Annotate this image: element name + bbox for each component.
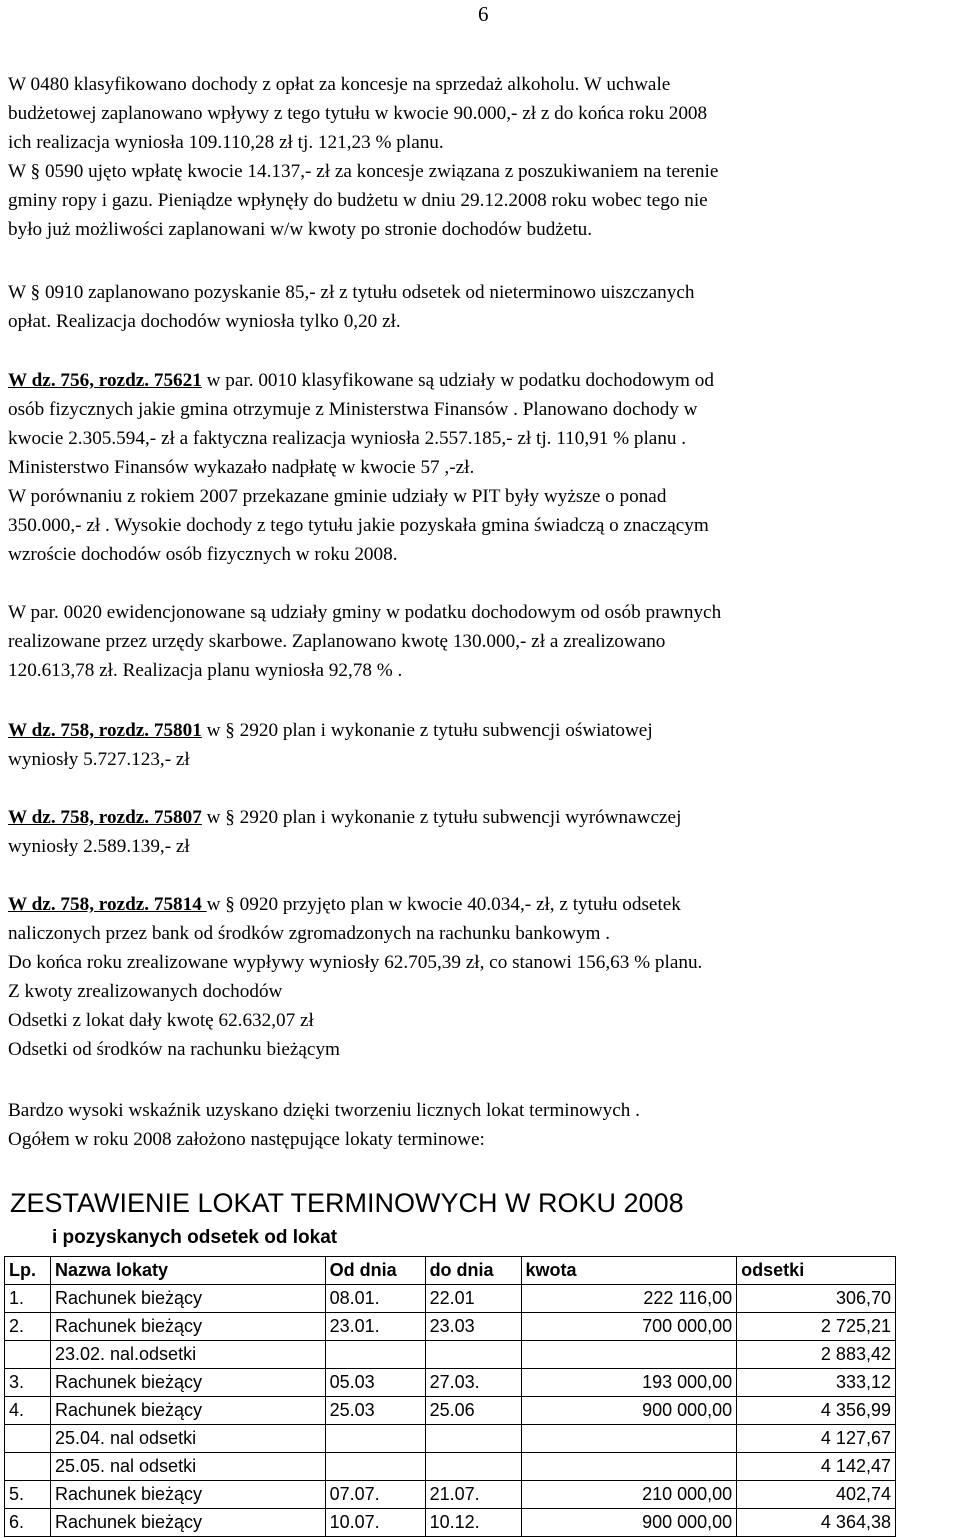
- text-line: Bardzo wysoki wskaźnik uzyskano dzięki tworzeniu licznych lokat terminowych .: [8, 1100, 640, 1121]
- table-cell: 25.04. nal odsetki: [50, 1425, 325, 1453]
- table-cell: 21.07.: [425, 1481, 521, 1509]
- text-line: realizowane przez urzędy skarbowe. Zaplanowano kwotę 130.000,- zł a zrealizowano: [8, 631, 666, 652]
- text-line: Ogółem w roku 2008 założono następujące lokaty terminowe:: [8, 1129, 485, 1150]
- section-heading: W dz. 758, rozdz. 75801: [8, 720, 202, 741]
- table-cell: 22.01: [425, 1285, 521, 1313]
- text-fragment: w § 2920 plan i wykonanie z tytułu subwencji wyrównawczej: [201, 807, 682, 828]
- text-line: Ministerstwo Finansów wykazało nadpłatę w kwocie 57 ,-zł.: [8, 457, 475, 478]
- text-fragment: w § 2920 plan i wykonanie z tytułu subwencji oświatowej: [201, 720, 653, 741]
- text-line: Odsetki od środków na rachunku bieżącym: [8, 1039, 340, 1060]
- table-cell: 23.02. nal.odsetki: [50, 1341, 325, 1369]
- table-cell: 306,70: [737, 1285, 896, 1313]
- paragraph-lokaty: [8, 1096, 958, 1154]
- text-line: Odsetki z lokat dały kwotę 62.632,07 zł: [8, 1010, 314, 1031]
- table-cell: Rachunek bieżący: [50, 1397, 325, 1425]
- table-cell: Rachunek bieżący: [50, 1313, 325, 1341]
- text-line: W par. 0020 ewidencjonowane są udziały gminy w podatku dochodowym od osób prawnych: [8, 602, 722, 623]
- table-cell: [521, 1341, 737, 1369]
- text-line: kwocie 2.305.594,- zł a faktyczna realizacja wyniosła 2.557.185,- zł tj. 110,91 % planu .: [8, 428, 687, 449]
- paragraph-cit: [8, 598, 958, 685]
- text-fragment: w par. 0010 klasyfikowane są udziały w podatku dochodowym od: [201, 370, 714, 391]
- table-row: [5, 1425, 896, 1453]
- table-row: [5, 1481, 896, 1509]
- table-cell: 2 725,21: [737, 1313, 896, 1341]
- text-line: Do końca roku zrealizowane wypływy wyniosły 62.705,39 zł, co stanowi 156,63 % planu.: [8, 952, 703, 973]
- table-header-row: [5, 1257, 896, 1285]
- text-line: 350.000,- zł . Wysokie dochody z tego tytułu jakie pozyskała gmina świadczą o znaczącym: [8, 515, 709, 536]
- text-line: W § 0590 ujęto wpłatę kwocie 14.137,- zł za koncesje związana z poszukiwaniem na terenie: [8, 161, 719, 182]
- table-cell: 23.03: [425, 1313, 521, 1341]
- text-line: [8, 803, 958, 832]
- paragraph-odsetki-0910: [8, 278, 958, 336]
- column-header: Od dnia: [325, 1257, 425, 1285]
- table-cell: 4 364,38: [737, 1509, 896, 1537]
- table-row: [5, 1509, 896, 1537]
- text-line: W § 0910 zaplanowano pozyskanie 85,- zł z tytułu odsetek od nieterminowo uiszczanych: [8, 282, 695, 303]
- table-cell: [425, 1341, 521, 1369]
- table-cell: 210 000,00: [521, 1481, 737, 1509]
- column-header: do dnia: [425, 1257, 521, 1285]
- table-cell: 222 116,00: [521, 1285, 737, 1313]
- table-cell: 4 127,67: [737, 1425, 896, 1453]
- paragraph-subwencja-wyrownawcza: [8, 803, 958, 861]
- text-line: osób fizycznych jakie gmina otrzymuje z Ministerstwa Finansów . Planowano dochody w: [8, 399, 698, 420]
- column-header: Nazwa lokaty: [50, 1257, 325, 1285]
- text-line: 120.613,78 zł. Realizacja planu wyniosła 92,78 % .: [8, 660, 403, 681]
- table-cell: 4.: [5, 1397, 51, 1425]
- text-line: W 0480 klasyfikowano dochody z opłat za koncesje na sprzedaż alkoholu. W uchwale: [8, 74, 671, 95]
- table-cell: Rachunek bieżący: [50, 1285, 325, 1313]
- column-header: kwota: [521, 1257, 737, 1285]
- table-cell: Rachunek bieżący: [50, 1481, 325, 1509]
- table-cell: 6.: [5, 1509, 51, 1537]
- table-subtitle: i pozyskanych odsetek od lokat: [52, 1227, 338, 1248]
- table-cell: 4 356,99: [737, 1397, 896, 1425]
- text-line: wyniosły 2.589.139,- zł: [8, 836, 190, 857]
- table-cell: 25.05. nal odsetki: [50, 1453, 325, 1481]
- text-line: było już możliwości zaplanowani w/w kwoty po stronie dochodów budżetu.: [8, 219, 593, 240]
- table-body: [5, 1285, 896, 1537]
- section-heading: W dz. 758, rozdz. 75807: [8, 807, 202, 828]
- text-line: [8, 366, 958, 395]
- table-cell: 10.12.: [425, 1509, 521, 1537]
- table-cell: 05.03: [325, 1369, 425, 1397]
- table-cell: 25.03: [325, 1397, 425, 1425]
- table-cell: 900 000,00: [521, 1397, 737, 1425]
- paragraph-subwencja-oswiatowa: [8, 716, 958, 774]
- table-cell: 07.07.: [325, 1481, 425, 1509]
- table-row: [5, 1285, 896, 1313]
- section-heading: W dz. 756, rozdz. 75621: [8, 370, 202, 391]
- text-line: opłat. Realizacja dochodów wyniosła tylko 0,20 zł.: [8, 311, 401, 332]
- table-row: [5, 1453, 896, 1481]
- text-line: budżetowej zaplanowano wpływy z tego tytułu w kwocie 90.000,- zł z do końca roku 2008: [8, 103, 708, 124]
- table-cell: 1.: [5, 1285, 51, 1313]
- table-row: [5, 1369, 896, 1397]
- text-line: gminy ropy i gazu. Pieniądze wpłynęły do budżetu w dniu 29.12.2008 roku wobec tego nie: [8, 190, 708, 211]
- table-row: [5, 1313, 896, 1341]
- page-number: 6: [478, 2, 489, 26]
- table-row: [5, 1397, 896, 1425]
- table-cell: 700 000,00: [521, 1313, 737, 1341]
- text-line: [8, 890, 958, 919]
- table-cell: [325, 1425, 425, 1453]
- column-header: odsetki: [737, 1257, 896, 1285]
- text-line: [8, 716, 958, 745]
- text-line: wyniosły 5.727.123,- zł: [8, 749, 190, 770]
- deposits-table: [4, 1256, 896, 1537]
- text-fragment: w § 0920 przyjęto plan w kwocie 40.034,- zł, z tytułu odsetek: [206, 894, 681, 915]
- table-cell: 402,74: [737, 1481, 896, 1509]
- table-cell: [325, 1453, 425, 1481]
- table-cell: 2 883,42: [737, 1341, 896, 1369]
- table-cell: 193 000,00: [521, 1369, 737, 1397]
- text-line: wzroście dochodów osób fizycznych w roku 2008.: [8, 544, 398, 565]
- table-cell: 08.01.: [325, 1285, 425, 1313]
- table-cell: Rachunek bieżący: [50, 1509, 325, 1537]
- table-cell: 333,12: [737, 1369, 896, 1397]
- section-heading: W dz. 758, rozdz. 75814: [8, 894, 207, 915]
- table-cell: Rachunek bieżący: [50, 1369, 325, 1397]
- column-header: Lp.: [5, 1257, 51, 1285]
- table-cell: 2.: [5, 1313, 51, 1341]
- paragraph-pit: [8, 366, 958, 569]
- table-cell: 23.01.: [325, 1313, 425, 1341]
- text-line: W porównaniu z rokiem 2007 przekazane gminie udziały w PIT były wyższe o ponad: [8, 486, 667, 507]
- paragraph-odsetki-bankowe: [8, 890, 958, 1064]
- table-cell: [325, 1341, 425, 1369]
- table-cell: [5, 1425, 51, 1453]
- table-title: ZESTAWIENIE LOKAT TERMINOWYCH W ROKU 2008: [10, 1188, 684, 1218]
- table-cell: [521, 1425, 737, 1453]
- table-row: [5, 1341, 896, 1369]
- text-line: Z kwoty zrealizowanych dochodów: [8, 981, 283, 1002]
- table-cell: [521, 1453, 737, 1481]
- table-cell: 900 000,00: [521, 1509, 737, 1537]
- table-cell: 5.: [5, 1481, 51, 1509]
- table-cell: 25.06: [425, 1397, 521, 1425]
- table-cell: [5, 1341, 51, 1369]
- table-cell: [5, 1453, 51, 1481]
- paragraph-koncesje: [8, 70, 958, 244]
- table-cell: [425, 1425, 521, 1453]
- table-cell: [425, 1453, 521, 1481]
- table-cell: 4 142,47: [737, 1453, 896, 1481]
- text-line: naliczonych przez bank od środków zgromadzonych na rachunku bankowym .: [8, 923, 611, 944]
- table-cell: 3.: [5, 1369, 51, 1397]
- table-cell: 27.03.: [425, 1369, 521, 1397]
- table-cell: 10.07.: [325, 1509, 425, 1537]
- text-line: ich realizacja wyniosła 109.110,28 zł tj. 121,23 % planu.: [8, 132, 444, 153]
